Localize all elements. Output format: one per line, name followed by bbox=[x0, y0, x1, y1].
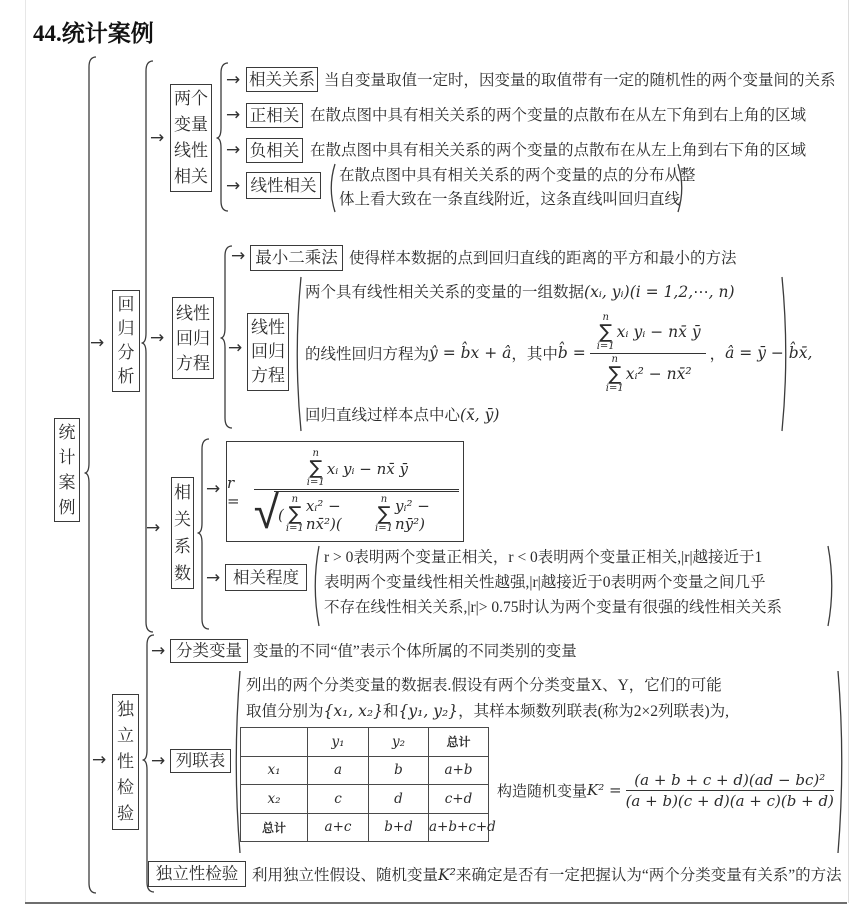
paren-right-contingency bbox=[836, 670, 846, 854]
cell-b-plus-d: b+d bbox=[369, 813, 429, 842]
independence-desc-p2: 来确定是否有一定把握认为“两个分类变量有关系”的方法 bbox=[455, 867, 842, 884]
cell-x2: x₂ bbox=[241, 785, 308, 814]
desc-correlation-relation: 当自变量取值一定时，因变量的取值带有一定的随机性的两个变量间的关系 bbox=[324, 72, 836, 89]
node-negative-correlation: 负相关 bbox=[246, 138, 303, 163]
contingency-table bbox=[240, 727, 496, 842]
page-title: 44.统计案例 bbox=[33, 21, 154, 46]
summation: n ∑ i=1 bbox=[285, 494, 304, 534]
r-formula-box bbox=[226, 441, 464, 542]
brace-linreg bbox=[220, 245, 233, 429]
cell-a-plus-c: a+c bbox=[308, 813, 369, 842]
table-row bbox=[241, 813, 489, 842]
linreg-eq-p1: 的线性回归方程为 bbox=[305, 346, 430, 363]
node-regression-analysis: 回归分析 bbox=[112, 290, 140, 392]
node-independence-test-method: 独立性检验 bbox=[148, 861, 246, 887]
k2-formula-row bbox=[497, 758, 838, 822]
arrow-to-linreg-inner: → bbox=[228, 338, 243, 358]
node-two-var-linear-corr: 两个变量线性相关 bbox=[170, 84, 212, 192]
node-contingency-table: 列联表 bbox=[170, 749, 231, 773]
table-row bbox=[241, 785, 489, 814]
linreg-line1 bbox=[305, 282, 735, 303]
cell-blank bbox=[241, 728, 308, 757]
desc-independence-test bbox=[252, 865, 842, 886]
paren-right-linreg bbox=[780, 276, 790, 432]
k2-prefix-cjk: 构造随机变量 bbox=[497, 783, 588, 800]
arrow-to-categorical: → bbox=[151, 641, 166, 661]
cell-a: a bbox=[308, 756, 369, 785]
summation: n ∑ i=1 bbox=[306, 448, 325, 488]
arrow-to-negative-corr: → bbox=[226, 140, 241, 160]
linreg-line3 bbox=[305, 405, 499, 426]
linreg-equation-row bbox=[305, 310, 812, 396]
summation: n ∑ i=1 bbox=[375, 494, 393, 534]
node-categorical-variable: 分类变量 bbox=[170, 639, 248, 663]
linreg-frac-den: xᵢ² − nx̄² bbox=[625, 365, 692, 383]
contingency-line2-m2: {y₁, y₂} bbox=[398, 702, 459, 720]
cell-abcd: a+b+c+d bbox=[429, 813, 489, 842]
arrow-to-two-var: → bbox=[150, 128, 165, 148]
table-row bbox=[241, 756, 489, 785]
summation: n ∑ i=1 bbox=[605, 353, 624, 394]
arrow-to-corr-coef: → bbox=[146, 518, 161, 538]
degree-line1: r > 0表明两个变量正相关，r < 0表明两个变量正相关,|r|越接近于1 bbox=[324, 549, 763, 566]
node-linreg-equation-inner: 线性回归方程 bbox=[247, 313, 289, 391]
arrow-to-corr-relation: → bbox=[226, 70, 241, 90]
linreg-line1-math: (xᵢ, yᵢ)(i = 1,2,⋯, n) bbox=[584, 283, 735, 301]
desc-linear-corr-line1: 在散点图中具有相关关系的两个变量的点的分布从整 bbox=[339, 167, 696, 184]
linreg-eq-m1: ŷ = b̂x + â bbox=[429, 344, 512, 362]
square-root bbox=[253, 484, 459, 539]
arrow-to-contingency: → bbox=[151, 751, 166, 771]
paren-left-degree bbox=[311, 545, 321, 627]
paren-left-linreg bbox=[293, 276, 303, 432]
cell-x1: x₁ bbox=[241, 756, 308, 785]
table-row bbox=[241, 728, 489, 757]
contingency-line2-p2: 和 bbox=[383, 703, 399, 720]
degree-line3: 不存在线性相关关系,|r|> 0.75时认为两个变量有很强的线性相关关系 bbox=[324, 599, 782, 616]
r-den-open: ( bbox=[278, 505, 284, 524]
linreg-line3-cjk: 回归直线过样本点中心 bbox=[305, 407, 461, 424]
frame-right-border bbox=[848, 0, 849, 903]
desc-linear-corr-line2: 体上看大致在一条直线附近，这条直线叫回归直线 bbox=[339, 191, 681, 208]
node-correlation-degree: 相关程度 bbox=[225, 564, 307, 591]
node-least-squares: 最小二乘法 bbox=[250, 245, 343, 271]
arrow-to-regression: → bbox=[90, 333, 105, 353]
cell-d: d bbox=[369, 785, 429, 814]
linreg-fraction bbox=[590, 313, 706, 394]
arrow-to-linear-corr: → bbox=[226, 176, 241, 196]
arrow-to-positive-corr: → bbox=[226, 105, 241, 125]
linreg-eq-m2: b̂ = bbox=[557, 344, 586, 362]
paren-right-linear-corr bbox=[676, 163, 686, 213]
node-correlation-coefficient: 相关系数 bbox=[171, 477, 194, 589]
arrow-to-r-formula: → bbox=[206, 479, 221, 499]
desc-negative-correlation: 在散点图中具有相关关系的两个变量的点散布在从左上角到右下角的区域 bbox=[310, 142, 807, 159]
cell-c-plus-d: c+d bbox=[429, 785, 489, 814]
cell-y1: y₁ bbox=[308, 728, 369, 757]
degree-line2: 表明两个变量线性相关性越强,|r|越接近于0表明两个变量之间几乎 bbox=[324, 574, 766, 591]
desc-least-squares: 使得样本数据的点到回归直线的距离的平方和最小的方法 bbox=[349, 250, 737, 267]
frame-left-border bbox=[25, 0, 26, 903]
arrow-to-corr-degree: → bbox=[206, 568, 221, 588]
node-independence-test: 独立性检验 bbox=[112, 694, 139, 830]
desc-categorical-variable: 变量的不同“值”表示个体所属的不同类别的变量 bbox=[253, 643, 577, 660]
contingency-line2-m1: {x₁, x₂} bbox=[323, 702, 384, 720]
node-correlation-relation: 相关关系 bbox=[246, 67, 318, 92]
arrow-to-least-squares: → bbox=[231, 246, 246, 266]
r-lhs: r = bbox=[227, 473, 240, 510]
k2-num: (a + b + c + d)(ad − bc)² bbox=[626, 771, 834, 791]
linreg-line3-math: (x̄, ȳ) bbox=[460, 406, 500, 424]
independence-desc-math: K² bbox=[438, 866, 456, 884]
desc-positive-correlation: 在散点图中具有相关关系的两个变量的点散布在从左下角到右上角的区域 bbox=[310, 107, 807, 124]
linreg-eq-m3: â = ȳ − b̂x̄, bbox=[725, 344, 813, 362]
node-linear-correlation: 线性相关 bbox=[246, 172, 321, 199]
cell-total-row: 总计 bbox=[241, 813, 308, 842]
independence-desc-p1: 利用独立性假设、随机变量 bbox=[252, 867, 439, 884]
node-linreg-equation-outer: 线性回归方程 bbox=[172, 297, 214, 379]
paren-right-degree bbox=[826, 545, 836, 627]
k2-den: (a + b)(c + d)(a + c)(b + d) bbox=[625, 791, 834, 810]
frame-bottom-border bbox=[25, 902, 847, 904]
k2-prefix-math: K² = bbox=[587, 781, 622, 799]
contingency-line1: 列出的两个分类变量的数据表.假设有两个分类变量X、Y，它们的可能 bbox=[246, 677, 722, 694]
arrow-to-independence: → bbox=[92, 750, 107, 770]
k2-fraction bbox=[626, 771, 834, 810]
r-num: xᵢ yᵢ − nx̄ ȳ bbox=[326, 459, 408, 478]
summation: n ∑ i=1 bbox=[596, 311, 615, 352]
arrow-to-linreg: → bbox=[150, 328, 165, 348]
r-den-close: yᵢ² − nȳ²) bbox=[394, 496, 430, 533]
cell-y2: y₂ bbox=[369, 728, 429, 757]
linreg-eq-p3: ， bbox=[709, 346, 726, 363]
linreg-line1-cjk: 两个具有线性相关关系的变量的一组数据 bbox=[305, 284, 585, 301]
linreg-frac-num: xᵢ yᵢ − nx̄ ȳ bbox=[616, 323, 701, 341]
r-den-mid: xᵢ² − nx̄²)( bbox=[305, 496, 342, 533]
cell-a-plus-b: a+b bbox=[429, 756, 489, 785]
cell-c: c bbox=[308, 785, 369, 814]
contingency-line2 bbox=[246, 701, 729, 722]
node-positive-correlation: 正相关 bbox=[246, 103, 303, 128]
node-root-statistics-case: 统计案例 bbox=[54, 418, 80, 522]
contingency-line2-p1: 取值分别为 bbox=[246, 703, 324, 720]
r-fraction bbox=[253, 448, 459, 539]
paren-left-linear-corr bbox=[327, 163, 337, 213]
brace-corr bbox=[197, 438, 210, 630]
contingency-line2-p3: ，其样本频数列联表(称为2×2列联表)为, bbox=[458, 703, 730, 720]
cell-total: 总计 bbox=[429, 728, 489, 757]
linreg-eq-p2: ，其中 bbox=[511, 346, 558, 363]
radical-sign: √ bbox=[253, 484, 280, 539]
cell-b: b bbox=[369, 756, 429, 785]
